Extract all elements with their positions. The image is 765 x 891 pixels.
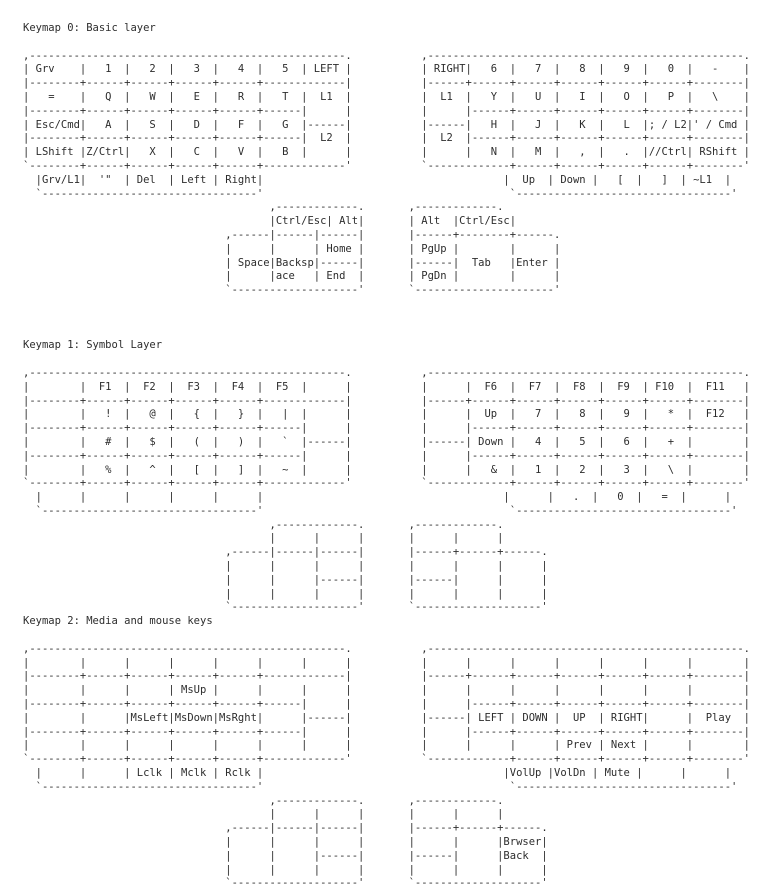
keymap-2-ascii-art: ,--------------------------------------------------. ,--------------------------------------------------. | | | | | | | | | | | | | | | | |--------+------+------+------+------+-------------| |------+------+------+------+------+------+--------| | | | | MsUp | | | | | | | | | | | | |--------+------+------+------+------+------| | | |------+------+------+------+------+--------| | | |MsLeft|MsDown|MsRght| |------| |------| LEFT | DOWN | UP | RIGHT| | Play | |--------+------+------+------+------+------| | | |------+------+------+------+------+--------| | | | | | | | | | | | | Prev | Next | | | `--------+------+------+------+------+-------------' `-------------+------+------+------+------+--------' | | | Lclk | Mclk | Rclk | |VolUp |VolDn | Mute | | | `----------------------------------' `----------------------------------' ,-------------. ,-------------. | | | | | | ,------|------|------| |------+------+------. | | | | | | |Brwser| | | |------| |------| |Back | | | | | | | | | `--------------------' `--------------------'	[23, 642, 750, 890]
keymap-section-symbol-layer	[23, 339, 765, 615]
keymap-section-media-mouse-layer	[23, 615, 765, 891]
keymap-0-ascii-art: ,--------------------------------------------------. ,--------------------------------------------------. | Grv | 1 | 2 | 3 | 4 | 5 | LEFT | | RIGHT| 6 | 7 | 8 | 9 | 0 | - | |--------+------+------+------+------+-------------| |------+------+------+------+------+------+--------| | = | Q | W | E | R | T | L1 | | L1 | Y | U | I | O | P | \ | |--------+------+------+------+------+------| | | |------+------+------+------+------+--------| | Esc/Cmd| A | S | D | F | G |------| |------| H | J | K | L |; / L2|' / Cmd | |--------+------+------+------+------+------| L2 | | L2 |------+------+------+------+------+--------| | LShift |Z/Ctrl| X | C | V | B | | | | N | M | , | . |//Ctrl| RShift | `--------+------+------+------+------+-------------' `-------------+------+------+------+------+--------' |Grv/L1| '" | Del | Left | Right| | Up | Down | [ | ] | ~L1 | `----------------------------------' `----------------------------------' ,-------------. ,-------------. |Ctrl/Esc| Alt| | Alt |Ctrl/Esc| ,------|------|------| |------+--------+------. | | | Home | | PgUp | | | | Space|Backsp|------| |------| Tab |Enter | | |ace | End | | PgDn | | | `--------------------' `----------------------'	[23, 49, 750, 297]
keymap-0-title: Keymap 0: Basic layer	[23, 22, 156, 34]
keymap-section-basic-layer	[23, 22, 765, 298]
keymap-document	[23, 22, 765, 891]
keymap-1-title: Keymap 1: Symbol Layer	[23, 339, 163, 352]
keymap-1-ascii-art: ,--------------------------------------------------. ,--------------------------------------------------. | | F1 | F2 | F3 | F4 | F5 | | | | F6 | F7 | F8 | F9 | F10 | F11 | |--------+------+------+------+------+-------------| |------+------+------+------+------+------+--------| | | ! | @ | { | } | | | | | | Up | 7 | 8 | 9 | * | F12 | |--------+------+------+------+------+------| | | |------+------+------+------+------+--------| | | # | $ | ( | ) | ` |------| |------| Down | 4 | 5 | 6 | + | | |--------+------+------+------+------+------| | | |------+------+------+------+------+--------| | | % | ^ | [ | ] | ~ | | | | & | 1 | 2 | 3 | \ | | `--------+------+------+------+------+-------------' `-------------+------+------+------+------+--------' | | | | | | | | . | 0 | = | | `----------------------------------' `----------------------------------' ,-------------. ,-------------. | | | | | | ,------|------|------| |------+------+------. | | | | | | | | | | |------| |------| | | | | | | | | | | `--------------------' `--------------------'	[23, 366, 750, 614]
keymap-2-title: Keymap 2: Media and mouse keys	[23, 615, 213, 628]
